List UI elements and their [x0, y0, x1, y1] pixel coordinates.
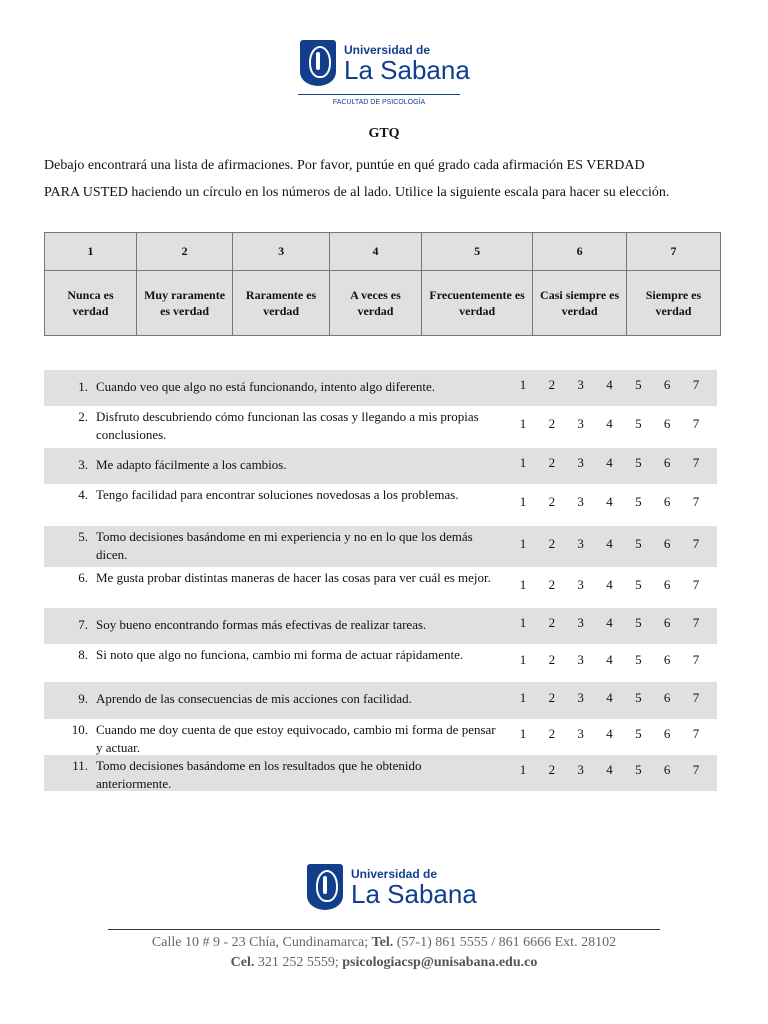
rating-scale-table: [44, 232, 721, 336]
rating-option[interactable]: 5: [635, 536, 642, 551]
rating-option[interactable]: 3: [577, 762, 584, 777]
rating-option[interactable]: 3: [577, 494, 584, 509]
rating-option[interactable]: 1: [519, 690, 527, 705]
rating-option[interactable]: 1: [519, 762, 527, 777]
shield-logo-icon: [307, 864, 343, 910]
rating-option[interactable]: 4: [606, 377, 613, 392]
item-number: 1.: [78, 379, 88, 394]
rating-option[interactable]: 4: [606, 762, 613, 777]
questionnaire-item: [44, 448, 717, 484]
university-logo: [300, 40, 470, 86]
cel-label: Cel.: [230, 955, 255, 970]
item-number: 9.: [78, 691, 88, 706]
rating-option[interactable]: 5: [635, 416, 642, 431]
rating-option[interactable]: 6: [663, 416, 671, 431]
scale-number: 4: [330, 233, 422, 271]
item-text: Tengo facilidad para encontrar soluciones novedosas a los problemas.: [96, 487, 459, 502]
questionnaire-item: [44, 567, 717, 608]
questionnaire-item: [44, 644, 717, 682]
rating-option[interactable]: 1: [519, 494, 527, 509]
shield-logo-icon: [300, 40, 336, 86]
rating-options: [516, 494, 717, 510]
rating-option[interactable]: 6: [663, 536, 671, 551]
rating-option[interactable]: 3: [577, 536, 584, 551]
questionnaire-item: [44, 526, 717, 567]
rating-option[interactable]: 6: [663, 615, 671, 630]
item-text: Me adapto fácilmente a los cambios.: [96, 457, 287, 472]
item-number: 7.: [78, 617, 88, 632]
item-text: Me gusta probar distintas maneras de hacer las cosas para ver cuál es mejor.: [96, 570, 491, 585]
rating-option[interactable]: 6: [663, 652, 671, 667]
rating-option[interactable]: 5: [635, 377, 642, 392]
rating-option[interactable]: 1: [519, 536, 527, 551]
rating-option[interactable]: 2: [548, 577, 556, 592]
faculty-name: FACULTAD DE PSICOLOGÍA: [298, 94, 460, 106]
rating-option[interactable]: 4: [606, 494, 613, 509]
rating-option[interactable]: 6: [663, 494, 671, 509]
rating-option[interactable]: 1: [519, 455, 527, 470]
footer-address: [0, 935, 768, 951]
questionnaire-item: [44, 682, 717, 719]
scale-number: 3: [233, 233, 330, 271]
rating-option[interactable]: 7: [692, 690, 700, 705]
rating-option[interactable]: 4: [606, 455, 613, 470]
rating-option[interactable]: 4: [606, 416, 613, 431]
item-number: 5.: [78, 529, 88, 544]
rating-option[interactable]: 6: [663, 455, 671, 470]
rating-option[interactable]: 4: [606, 536, 613, 551]
rating-option[interactable]: 6: [663, 690, 671, 705]
university-logo-footer: [307, 864, 477, 910]
footer-contact: [0, 955, 768, 971]
logo-line2: La Sabana: [351, 879, 477, 909]
rating-option[interactable]: 2: [548, 726, 556, 741]
scale-number: 2: [136, 233, 232, 271]
questionnaire-items: [44, 370, 717, 791]
logo-line1: Universidad de: [351, 867, 438, 881]
rating-options: [516, 652, 717, 668]
rating-option[interactable]: 1: [519, 726, 527, 741]
rating-option[interactable]: 1: [519, 615, 527, 630]
rating-option[interactable]: 7: [692, 652, 700, 667]
rating-option[interactable]: 7: [692, 416, 700, 431]
rating-option[interactable]: 4: [606, 615, 613, 630]
item-text: Tomo decisiones basándome en los resultados que he obtenido anteriormente.: [96, 758, 422, 791]
rating-option[interactable]: 3: [577, 455, 584, 470]
rating-option[interactable]: 3: [577, 377, 584, 392]
scale-label: Raramente es verdad: [233, 271, 330, 336]
rating-option[interactable]: 4: [606, 726, 613, 741]
rating-option[interactable]: 2: [548, 455, 556, 470]
rating-option[interactable]: 6: [663, 726, 671, 741]
rating-option[interactable]: 7: [692, 577, 700, 592]
logo-line1: Universidad de: [344, 43, 431, 57]
rating-option[interactable]: 7: [692, 536, 700, 551]
scale-number: 1: [45, 233, 137, 271]
questionnaire-item: [44, 484, 717, 526]
page-title: GTQ: [368, 126, 400, 141]
scale-label: Siempre es verdad: [626, 271, 720, 336]
rating-option[interactable]: 1: [519, 652, 527, 667]
rating-options: [516, 762, 717, 778]
rating-option[interactable]: 4: [606, 690, 613, 705]
tel-label: Tel.: [371, 935, 394, 950]
rating-option[interactable]: 7: [692, 455, 700, 470]
item-number: 11.: [72, 758, 88, 773]
scale-label: Casi siempre es verdad: [533, 271, 627, 336]
item-number: 2.: [78, 409, 88, 424]
rating-option[interactable]: 5: [635, 455, 642, 470]
rating-option[interactable]: 3: [577, 690, 584, 705]
rating-option[interactable]: 3: [577, 726, 584, 741]
rating-option[interactable]: 3: [577, 416, 584, 431]
rating-option[interactable]: 2: [548, 416, 556, 431]
item-text: Cuando veo que algo no está funcionando, intento algo diferente.: [96, 379, 435, 394]
item-text: Disfruto descubriendo cómo funcionan las cosas y llegando a mis propias conclusiones.: [96, 409, 479, 442]
item-number: 3.: [78, 457, 88, 472]
rating-options: [516, 690, 717, 706]
rating-option[interactable]: 3: [577, 577, 584, 592]
questionnaire-item: [44, 755, 717, 791]
rating-options: [516, 416, 717, 432]
scale-number: 7: [626, 233, 720, 271]
rating-option[interactable]: 7: [692, 494, 700, 509]
rating-options: [516, 536, 717, 552]
rating-option[interactable]: 1: [519, 416, 527, 431]
rating-option[interactable]: 5: [635, 762, 642, 777]
tel-number: (57-1) 861 5555 / 861 6666 Ext. 28102: [393, 935, 617, 950]
rating-option[interactable]: 2: [548, 615, 556, 630]
item-number: 10.: [71, 722, 88, 737]
rating-option[interactable]: 1: [519, 377, 527, 392]
instructions: [44, 152, 728, 206]
questionnaire-item: [44, 608, 717, 644]
item-text: Soy bueno encontrando formas más efectivas de realizar tareas.: [96, 617, 427, 632]
rating-option[interactable]: 4: [606, 577, 613, 592]
item-text: Si noto que algo no funciona, cambio mi forma de actuar rápidamente.: [96, 647, 464, 662]
footer-divider: [108, 929, 660, 930]
item-number: 4.: [78, 487, 88, 502]
rating-option[interactable]: 2: [548, 494, 556, 509]
rating-option[interactable]: 7: [692, 762, 700, 777]
cel-number: 321 252 5559;: [254, 955, 343, 970]
rating-option[interactable]: 5: [635, 494, 642, 509]
rating-option[interactable]: 2: [548, 690, 556, 705]
rating-option[interactable]: 3: [577, 652, 584, 667]
instructions-line: PARA USTED haciendo un círculo en los números de al lado. Utilice la siguiente escala para hacer su elección.: [44, 185, 670, 200]
item-text: Cuando me doy cuenta de que estoy equivocado, cambio mi forma de pensar y actuar.: [96, 722, 496, 755]
scale-number: 5: [421, 233, 532, 271]
rating-option[interactable]: 7: [692, 377, 700, 392]
rating-option[interactable]: 7: [692, 726, 700, 741]
item-number: 8.: [78, 647, 88, 662]
rating-option[interactable]: 6: [663, 377, 671, 392]
questionnaire-item: [44, 719, 717, 755]
rating-option[interactable]: 6: [663, 577, 671, 592]
rating-option[interactable]: 5: [635, 577, 642, 592]
questionnaire-item: [44, 406, 717, 448]
rating-option[interactable]: 5: [635, 690, 642, 705]
item-text: Aprendo de las consecuencias de mis acciones con facilidad.: [96, 691, 412, 706]
logo-line2: La Sabana: [344, 55, 470, 85]
rating-option[interactable]: 2: [548, 762, 556, 777]
rating-option[interactable]: 6: [663, 762, 671, 777]
scale-number: 6: [533, 233, 627, 271]
scale-label: Nunca es verdad: [45, 271, 137, 336]
rating-options: [516, 615, 717, 631]
rating-option[interactable]: 3: [577, 615, 584, 630]
instructions-line: Debajo encontrará una lista de afirmaciones. Por favor, puntúe en qué grado cada afirmación ES VERDAD: [44, 158, 645, 173]
rating-option[interactable]: 4: [606, 652, 613, 667]
rating-options: [516, 726, 717, 742]
email-link[interactable]: psicologiacsp@unisabana.edu.co: [342, 955, 538, 970]
rating-option[interactable]: 5: [635, 652, 642, 667]
scale-label: Muy raramente es verdad: [136, 271, 232, 336]
address-text: Calle 10 # 9 - 23 Chía, Cundinamarca;: [151, 935, 372, 950]
rating-option[interactable]: 2: [548, 652, 556, 667]
rating-options: [516, 377, 717, 393]
rating-option[interactable]: 5: [635, 615, 642, 630]
rating-option[interactable]: 2: [548, 377, 556, 392]
rating-option[interactable]: 5: [635, 726, 642, 741]
rating-options: [516, 455, 717, 471]
rating-options: [516, 577, 717, 593]
questionnaire-item: [44, 370, 717, 406]
rating-option[interactable]: 7: [692, 615, 700, 630]
scale-label: Frecuentemente es verdad: [421, 271, 532, 336]
rating-option[interactable]: 2: [548, 536, 556, 551]
rating-option[interactable]: 1: [519, 577, 527, 592]
item-text: Tomo decisiones basándome en mi experiencia y no en lo que los demás dicen.: [96, 529, 473, 562]
scale-label: A veces es verdad: [330, 271, 422, 336]
item-number: 6.: [78, 570, 88, 585]
